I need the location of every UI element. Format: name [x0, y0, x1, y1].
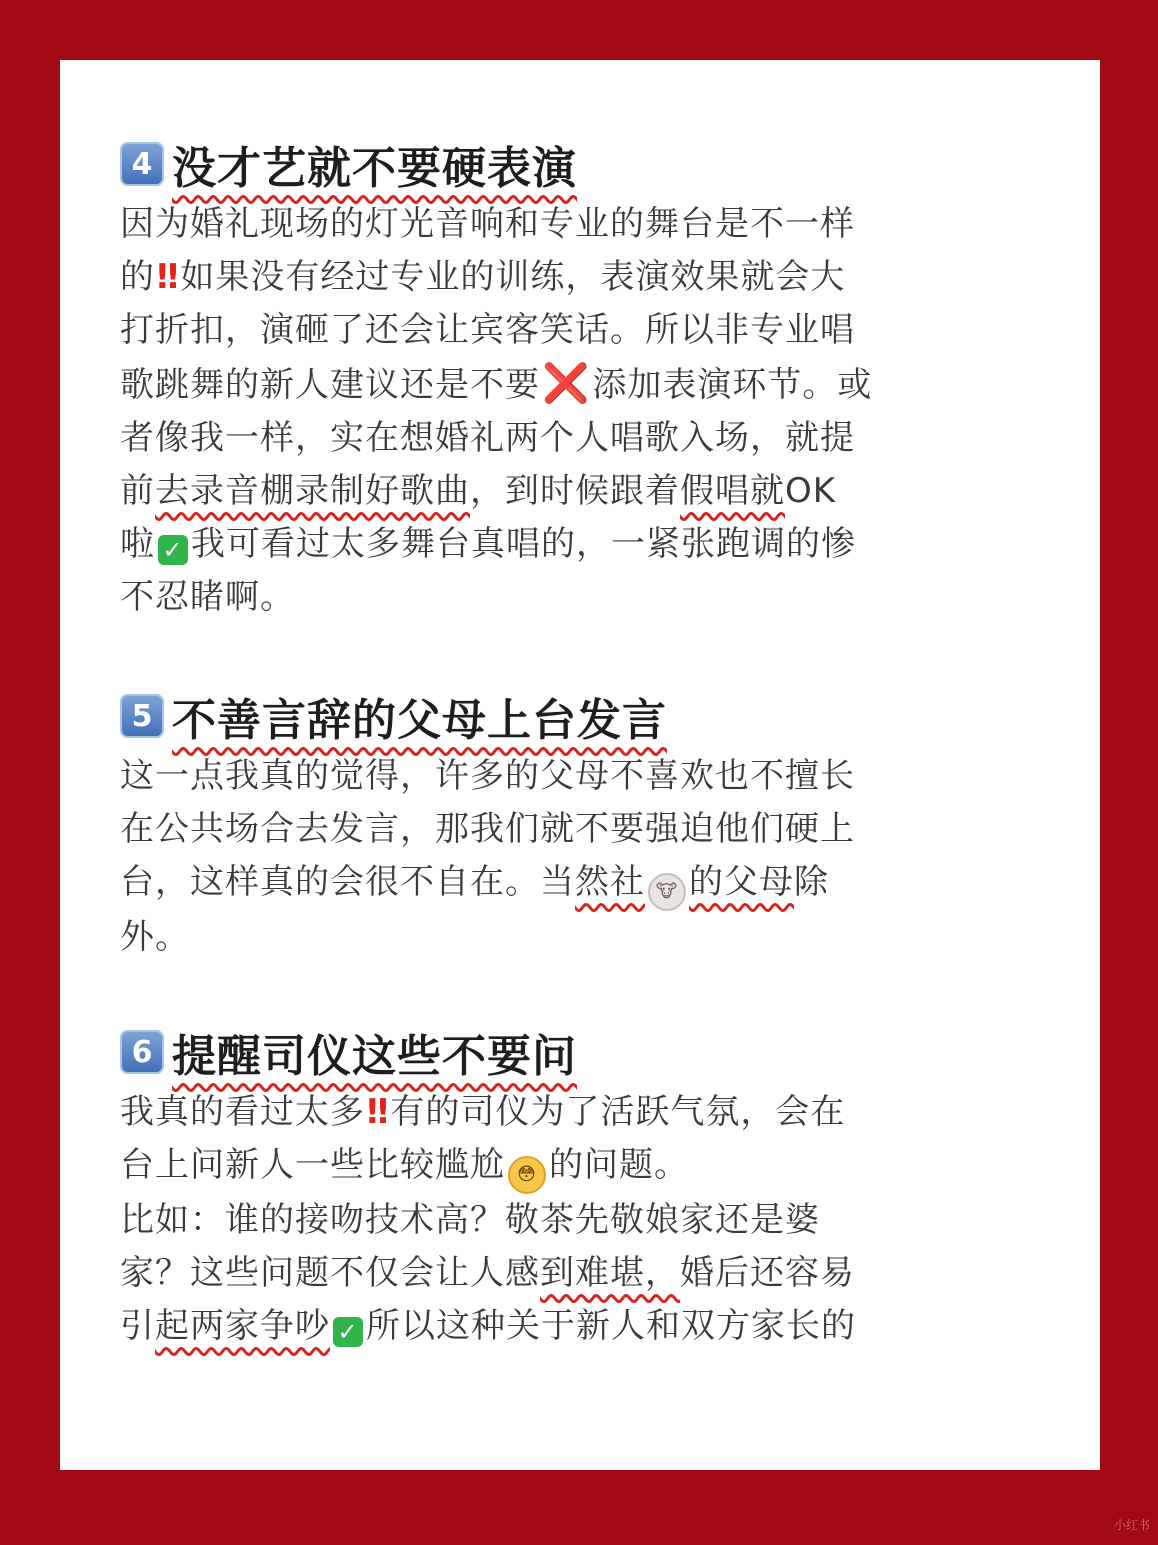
body-line: 这一点我真的觉得，许多的父母不喜欢也不擅长 — [120, 756, 855, 796]
watermark-logo: 小红书 — [1113, 1518, 1150, 1532]
keycap-5-icon: 5 — [120, 694, 164, 738]
body-line: 在公共场合去发言，那我们就不要强迫他们硬上 — [120, 809, 855, 849]
section-title: 没才艺就不要硬表演 — [172, 143, 577, 194]
section-body — [120, 198, 950, 624]
body-line: 外。 — [120, 917, 190, 957]
section-heading — [120, 684, 950, 748]
body-line: 台上问新人一些比较尴尬 😳 的问题。 — [120, 1139, 950, 1194]
body-line: 的‼ 如果没有经过专业的训练，表演效果就会大 — [120, 257, 846, 297]
highlighted-text: 起两家争吵 — [155, 1306, 330, 1346]
body-line: 者像我一样，实在想婚礼两个人唱歌入场，就提 — [120, 418, 855, 458]
body-line: 啦 ✓ 我可看过太多舞台真唱的，一紧张跑调的惨 — [120, 524, 856, 564]
body-line: 家？这些问题不仅会让人感到难堪，婚后还容易 — [120, 1253, 855, 1293]
cow-face-icon: 🐮 — [648, 873, 686, 911]
highlighted-text: 到难堪， — [540, 1253, 680, 1293]
section-6 — [120, 1020, 950, 1353]
section-body — [120, 750, 950, 964]
body-line: 歌跳舞的新人建议还是不要❌添加表演环节。或 — [120, 361, 873, 405]
keycap-4-icon: 4 — [120, 142, 164, 186]
section-5 — [120, 684, 950, 964]
flushed-face-icon: 😳 — [508, 1156, 546, 1194]
keycap-6-icon: 6 — [120, 1030, 164, 1074]
body-line: 引起两家争吵 ✓ 所以这种关于新人和双方家长的 — [120, 1306, 856, 1346]
check-mark-icon: ✓ — [333, 1317, 363, 1347]
highlighted-text: 去录音棚录制好歌曲 — [155, 471, 470, 511]
section-title: 不善言辞的父母上台发言 — [172, 695, 667, 746]
body-line: 不忍睹啊。 — [120, 577, 295, 617]
highlighted-text: 然社 🐮 的父母 — [575, 862, 794, 902]
check-mark-icon: ✓ — [158, 535, 188, 565]
section-title: 提醒司仪这些不要问 — [172, 1031, 577, 1082]
section-heading — [120, 1020, 950, 1084]
highlighted-text: 假唱就 — [680, 471, 785, 511]
body-line: 打折扣，演砸了还会让宾客笑话。所以非专业唱 — [120, 310, 855, 350]
double-exclamation-icon: ‼ — [157, 257, 175, 297]
section-4 — [120, 132, 950, 624]
body-line: 前去录音棚录制好歌曲，到时候跟着假唱就OK — [120, 471, 837, 511]
cross-mark-icon: ❌ — [542, 361, 591, 405]
section-body — [120, 1086, 950, 1353]
body-line: 因为婚礼现场的灯光音响和专业的舞台是不一样 — [120, 204, 855, 244]
body-line: 我真的看过太多‼ 有的司仪为了活跃气氛，会在 — [120, 1092, 846, 1132]
section-heading — [120, 132, 950, 196]
body-line: 比如：谁的接吻技术高？敬茶先敬娘家还是婆 — [120, 1200, 820, 1240]
double-exclamation-icon: ‼ — [367, 1092, 385, 1132]
body-line: 台，这样真的会很不自在。当然社 🐮 的父母除 — [120, 856, 950, 911]
